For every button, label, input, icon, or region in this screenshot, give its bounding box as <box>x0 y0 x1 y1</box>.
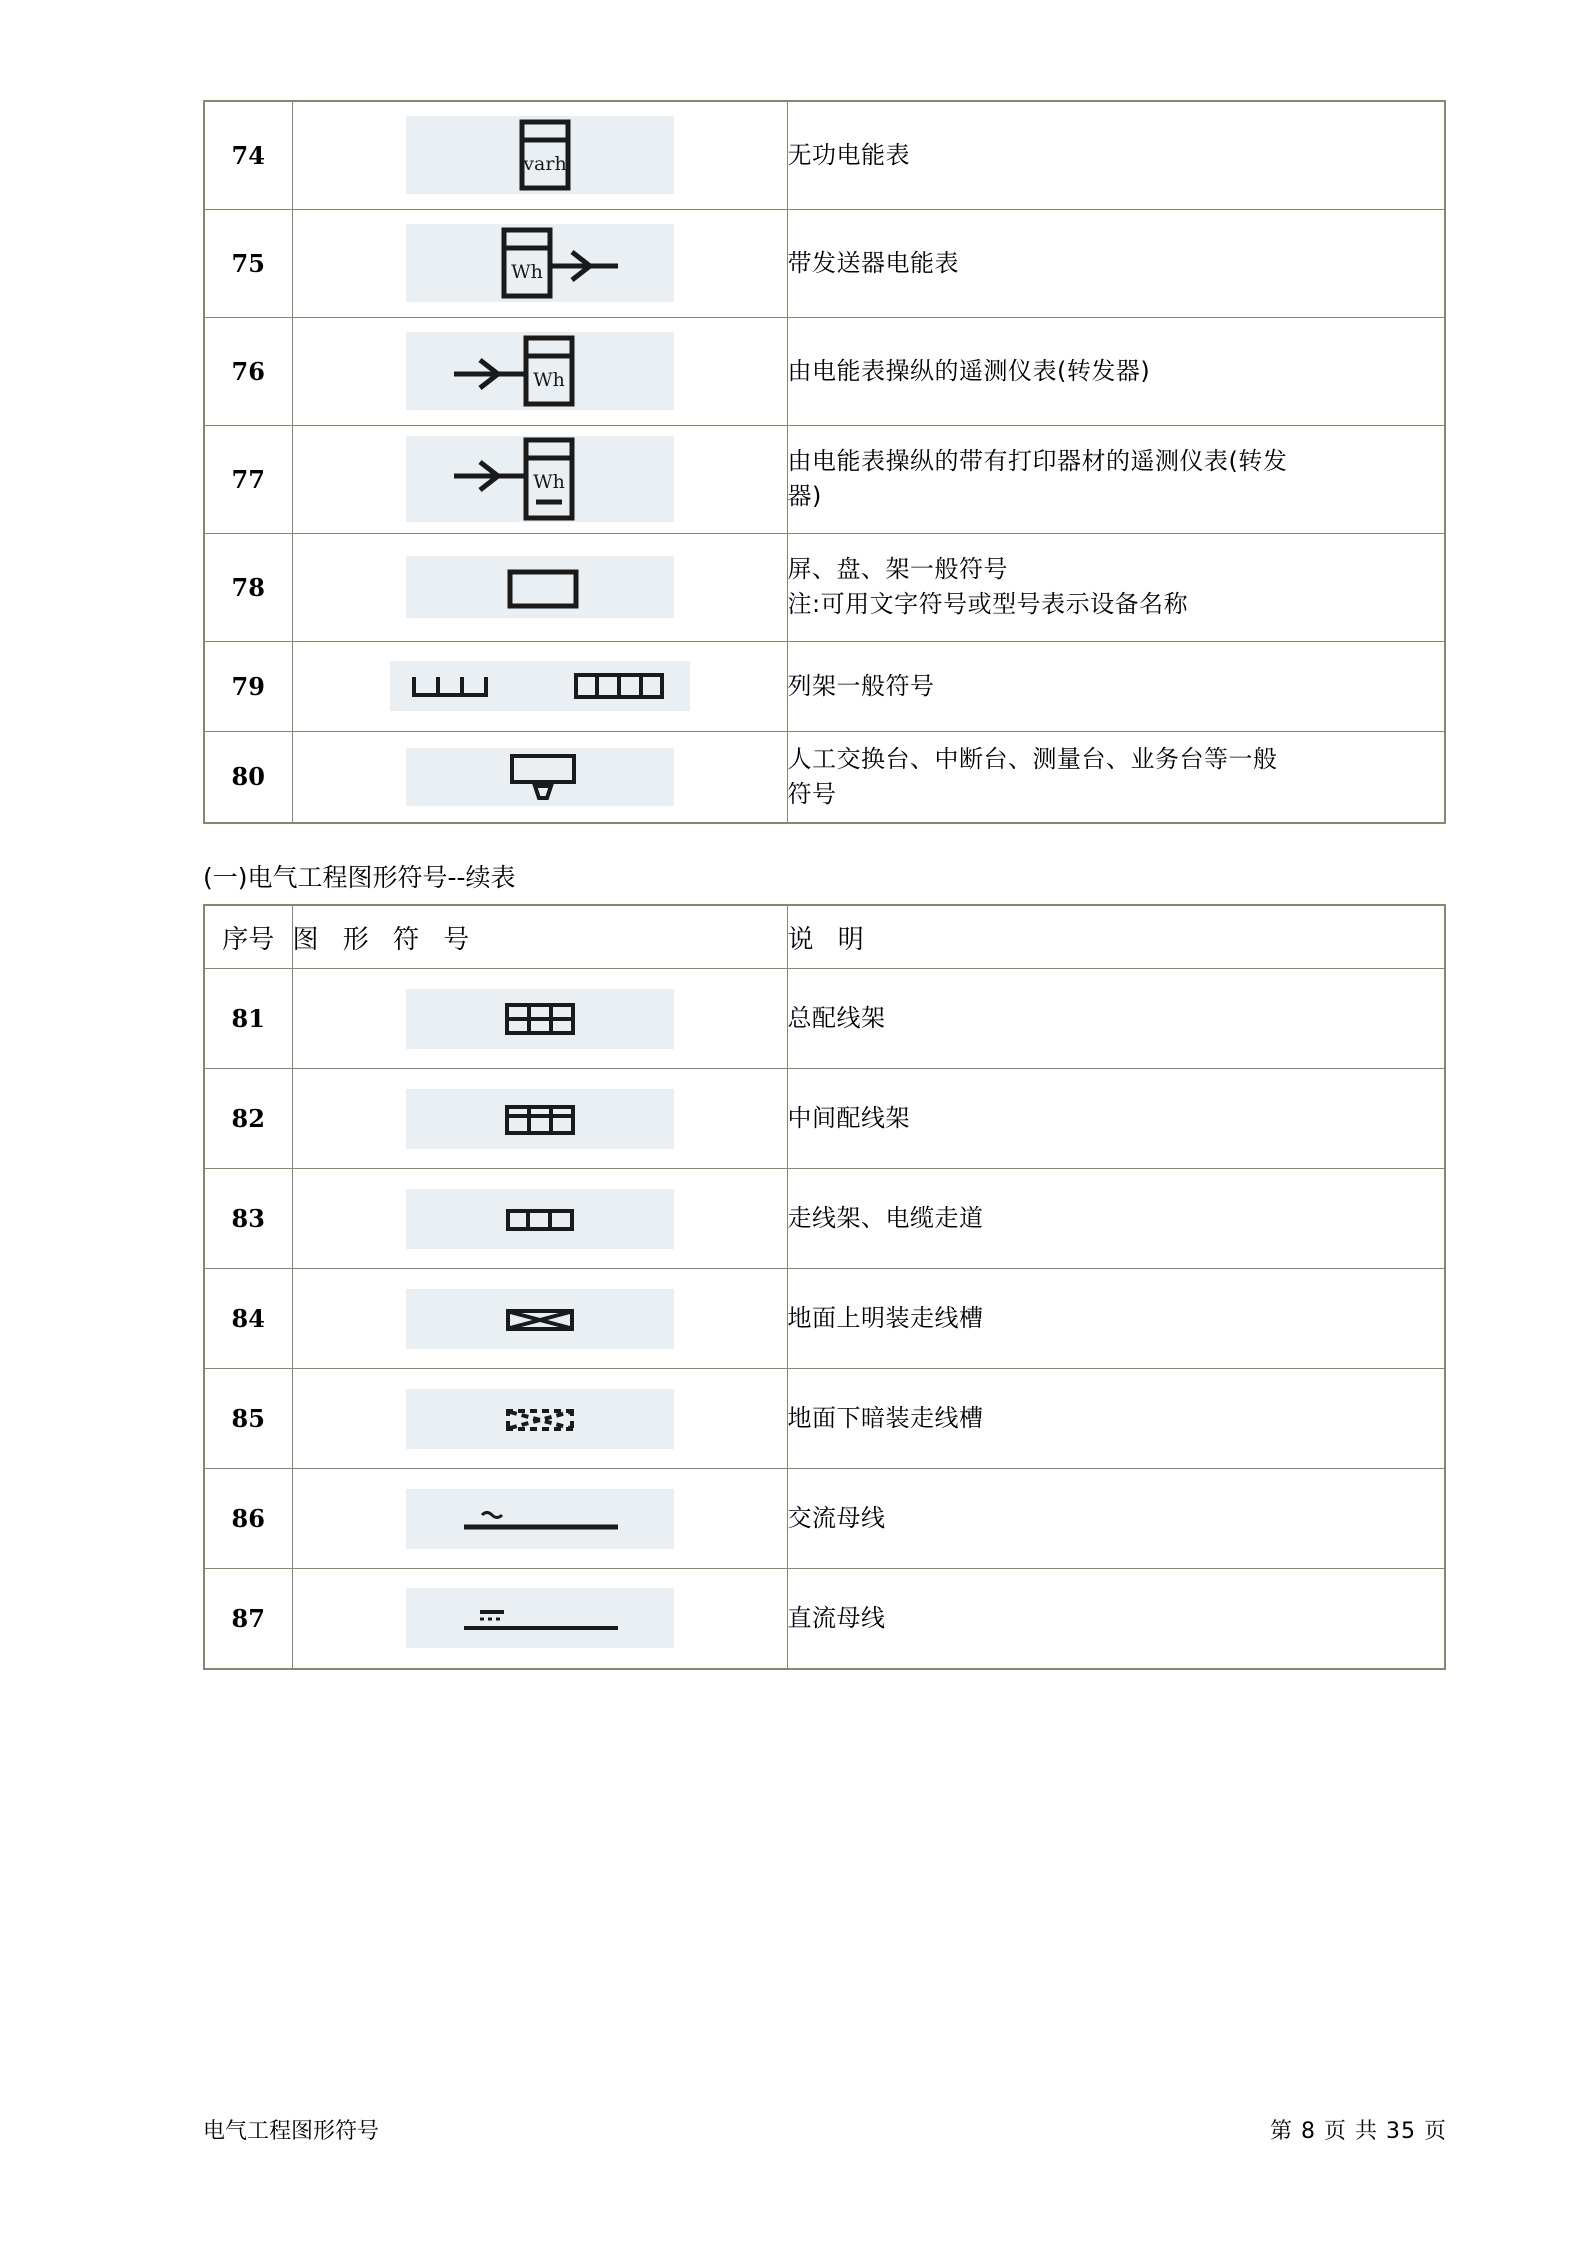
symbol-cell <box>292 533 787 641</box>
meter-wh-transmitter-right-icon <box>406 224 674 302</box>
row-number: 87 <box>204 1569 292 1669</box>
description-line-2: 注:可用文字符号或型号表示设备名称 <box>787 590 1189 618</box>
symbol-table-bottom <box>203 904 1446 1670</box>
main-distribution-frame-icon <box>406 989 674 1049</box>
description-line-1: 列架一般符号 <box>787 671 935 700</box>
description-line-1: 直流母线 <box>787 1603 886 1632</box>
description-cell <box>787 1169 1445 1269</box>
svg-text:Wh: Wh <box>510 261 543 283</box>
page-footer <box>203 2114 1447 2145</box>
description-line-1: 走线架、电缆走道 <box>787 1204 984 1233</box>
table-row <box>204 1169 1445 1269</box>
table-row <box>204 641 1445 731</box>
description-cell <box>787 1069 1445 1169</box>
row-number: 86 <box>204 1469 292 1569</box>
symbol-cell <box>292 641 787 731</box>
description-line-2: 器) <box>787 482 822 510</box>
description-cell <box>787 1569 1445 1669</box>
symbol-cell <box>292 1569 787 1669</box>
description-cell <box>787 641 1445 731</box>
table-row <box>204 1369 1445 1469</box>
symbol-cell <box>292 101 787 209</box>
description-line-1: 屏、盘、架一般符号 <box>787 555 1008 584</box>
table-row <box>204 101 1445 209</box>
section-title: (一)电气工程图形符号--续表 <box>203 863 516 892</box>
table-row <box>204 317 1445 425</box>
description-cell <box>787 1269 1445 1369</box>
row-number: 84 <box>204 1269 292 1369</box>
panel-rack-general-icon <box>406 556 674 618</box>
row-number: 85 <box>204 1369 292 1469</box>
manual-switchboard-icon <box>406 748 674 806</box>
row-number: 78 <box>204 533 292 641</box>
table-row <box>204 731 1445 823</box>
column-header-no: 序号 <box>204 905 292 969</box>
description-line-1: 交流母线 <box>787 1504 886 1533</box>
description-cell <box>787 1469 1445 1569</box>
description-line-1: 地面上明装走线槽 <box>787 1304 984 1333</box>
meter-wh-arrow-in-icon <box>406 332 674 410</box>
table-row <box>204 533 1445 641</box>
column-header-description: 说 明 <box>787 905 1445 969</box>
table-row <box>204 1469 1445 1569</box>
table-row <box>204 1269 1445 1369</box>
row-rack-general-icon <box>390 661 690 711</box>
row-number: 75 <box>204 209 292 317</box>
intermediate-distribution-frame-icon <box>406 1089 674 1149</box>
ac-busbar-icon <box>406 1489 674 1549</box>
symbol-cell <box>292 1269 787 1369</box>
table-header-row <box>204 905 1445 969</box>
row-number: 80 <box>204 731 292 823</box>
symbol-table-top <box>203 100 1446 824</box>
description-line-1: 中间配线架 <box>787 1104 910 1133</box>
footer-page-number: 第 8 页 共 35 页 <box>1270 2119 1447 2144</box>
description-cell <box>787 101 1445 209</box>
symbol-cell <box>292 425 787 533</box>
dc-busbar-icon <box>406 1588 674 1648</box>
description-line-1: 无功电能表 <box>787 140 910 169</box>
description-line-1: 人工交换台、中断台、测量台、业务台等一般 <box>787 744 1278 773</box>
symbol-cell <box>292 1369 787 1469</box>
row-number: 83 <box>204 1169 292 1269</box>
description-cell <box>787 969 1445 1069</box>
symbol-cell <box>292 969 787 1069</box>
description-cell <box>787 731 1445 823</box>
table-row <box>204 1569 1445 1669</box>
table-row <box>204 969 1445 1069</box>
description-cell <box>787 425 1445 533</box>
row-number: 76 <box>204 317 292 425</box>
symbol-cell <box>292 317 787 425</box>
footer-title: 电气工程图形符号 <box>203 2119 380 2144</box>
symbol-cell <box>292 731 787 823</box>
row-number: 77 <box>204 425 292 533</box>
row-number: 74 <box>204 101 292 209</box>
symbol-cell <box>292 1469 787 1569</box>
description-cell <box>787 317 1445 425</box>
symbol-cell <box>292 1069 787 1169</box>
meter-varh-icon <box>406 116 674 194</box>
concealed-trunking-icon <box>406 1389 674 1449</box>
svg-text:Wh: Wh <box>532 369 565 391</box>
meter-wh-arrow-in-printer-icon <box>406 436 674 522</box>
description-line-1: 地面下暗装走线槽 <box>787 1404 984 1433</box>
description-cell <box>787 1369 1445 1469</box>
svg-text:varh: varh <box>522 153 567 176</box>
description-line-1: 总配线架 <box>787 1004 886 1033</box>
symbol-cell <box>292 1169 787 1269</box>
table-row <box>204 209 1445 317</box>
table-row <box>204 1069 1445 1169</box>
table-row <box>204 425 1445 533</box>
column-header-symbol: 图 形 符 号 <box>292 905 787 969</box>
cable-tray-ladder-icon <box>406 1189 674 1249</box>
description-line-1: 带发送器电能表 <box>787 248 959 277</box>
description-cell <box>787 209 1445 317</box>
row-number: 81 <box>204 969 292 1069</box>
description-line-2: 符号 <box>787 779 837 808</box>
symbol-cell <box>292 209 787 317</box>
description-cell <box>787 533 1445 641</box>
description-line-1: 由电能表操纵的带有打印器材的遥测仪表(转发 <box>787 447 1288 476</box>
svg-text:Wh: Wh <box>532 471 565 493</box>
row-number: 82 <box>204 1069 292 1169</box>
row-number: 79 <box>204 641 292 731</box>
surface-trunking-icon <box>406 1289 674 1349</box>
description-line-1: 由电能表操纵的遥测仪表(转发器) <box>787 356 1151 385</box>
